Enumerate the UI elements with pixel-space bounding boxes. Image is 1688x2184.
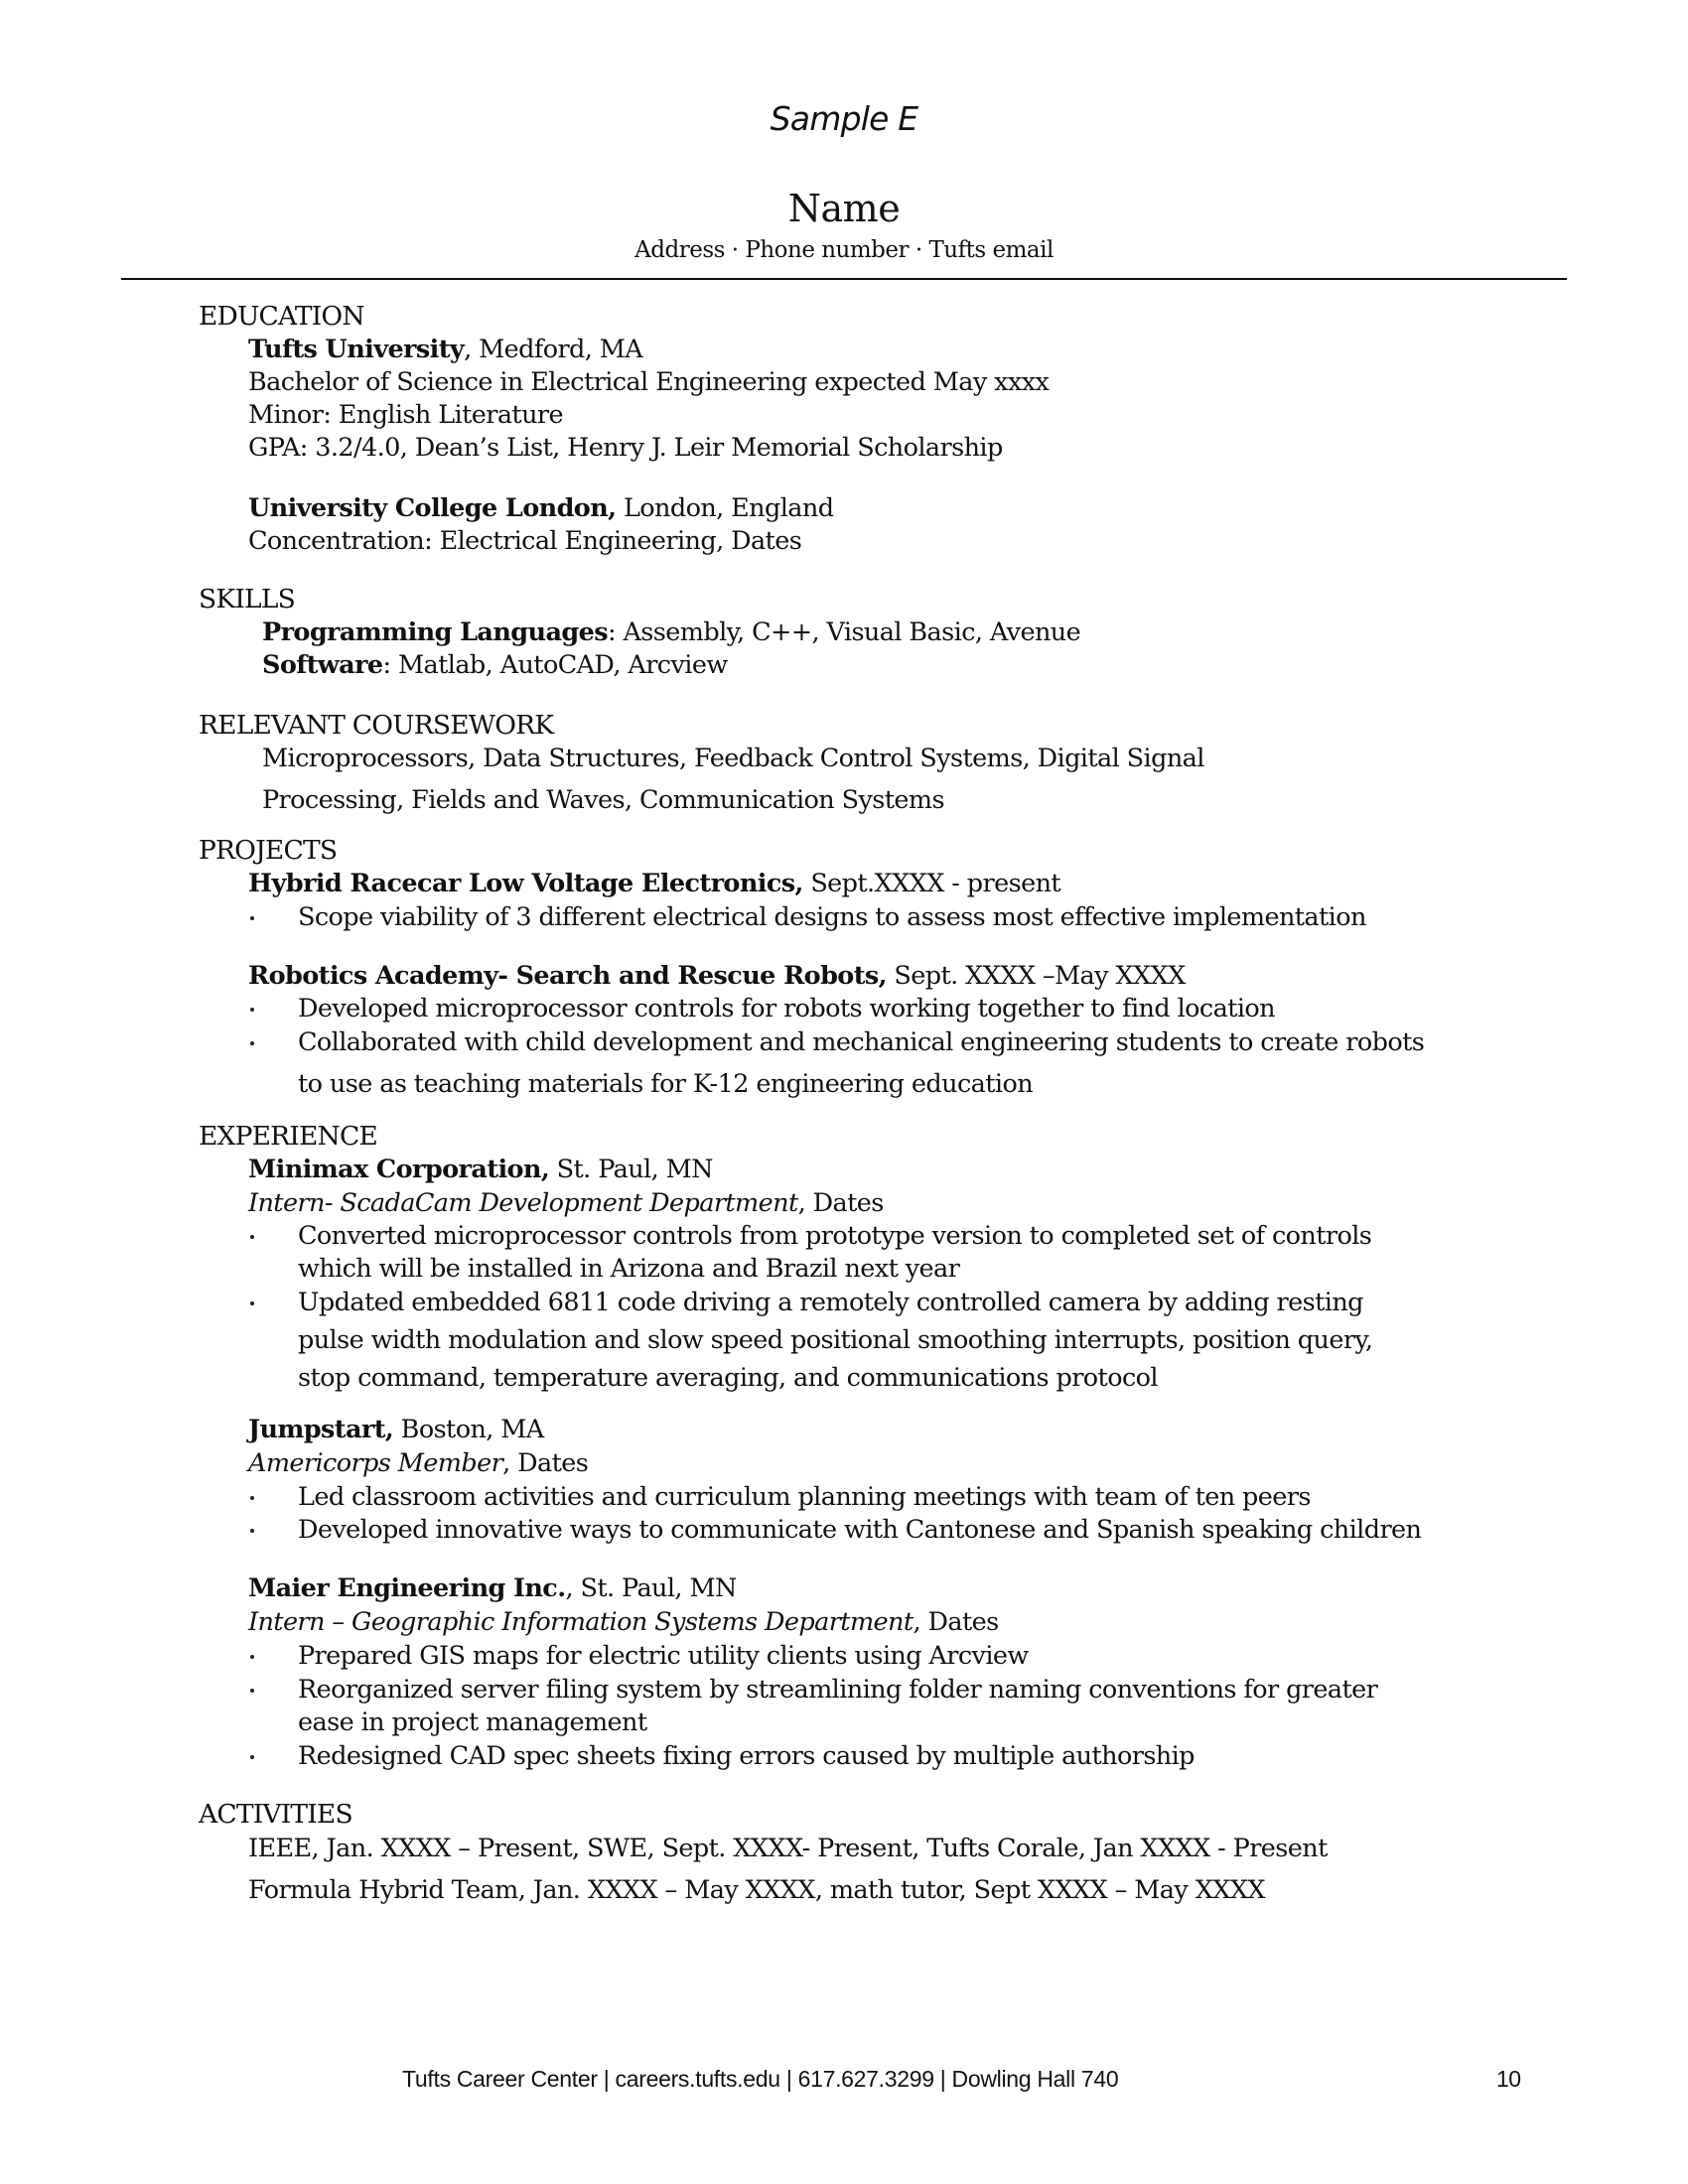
- project-entry-robotics-academy: [248, 960, 1186, 992]
- section-heading-education: EDUCATION: [199, 301, 364, 332]
- bullet-text-continued: pulse width modulation and slow speed positional smoothing interrupts, position query,: [298, 1325, 1373, 1355]
- bullet-text: Reorganized server filing system by streamlining folder naming conventions for greater: [298, 1675, 1378, 1705]
- bullet-text: Developed innovative ways to communicate with Cantonese and Spanish speaking children: [298, 1515, 1422, 1545]
- header-divider: [121, 278, 1567, 280]
- project-dates: Sept.XXXX - present: [802, 869, 1061, 898]
- org-name: Minimax Corporation,: [248, 1155, 550, 1184]
- activities-line: Formula Hybrid Team, Jan. XXXX – May XXXX, math tutor, Sept XXXX – May XXXX: [248, 1875, 1265, 1905]
- coursework-line: Microprocessors, Data Structures, Feedback Control Systems, Digital Signal: [262, 744, 1204, 773]
- education-entry-ucl: [248, 492, 833, 524]
- institution-location: London, England: [616, 493, 834, 523]
- experience-role: [248, 1606, 999, 1638]
- org-location: Boston, MA: [393, 1415, 544, 1444]
- project-dates: Sept. XXXX –May XXXX: [886, 961, 1186, 991]
- section-heading-activities: ACTIVITIES: [199, 1799, 352, 1830]
- experience-role: [248, 1447, 588, 1479]
- bullet-icon: [250, 1041, 254, 1045]
- bullet-icon: [250, 1301, 254, 1305]
- coursework-line: Processing, Fields and Waves, Communication Systems: [262, 785, 944, 815]
- sample-label: Sample E: [770, 99, 918, 138]
- skill-software: [262, 649, 728, 681]
- role-dates: , Dates: [502, 1448, 589, 1478]
- education-detail: Minor: English Literature: [248, 400, 563, 430]
- bullet-text: Converted microprocessor controls from prototype version to completed set of controls: [298, 1221, 1372, 1251]
- experience-entry-minimax: [248, 1154, 713, 1185]
- bullet-icon: [250, 1689, 254, 1693]
- resume-name: Name: [787, 187, 901, 230]
- bullet-text-continued: stop command, temperature averaging, and communications protocol: [298, 1363, 1158, 1393]
- skill-label: Software: [262, 650, 383, 680]
- institution-name: Tufts University: [248, 335, 465, 364]
- institution-name: University College London,: [248, 493, 617, 523]
- bullet-icon: [250, 916, 254, 920]
- org-name: Jumpstart,: [248, 1415, 394, 1444]
- role-title: Intern- ScadaCam Development Department: [248, 1188, 798, 1218]
- bullet-icon: [250, 1235, 254, 1239]
- experience-entry-jumpstart: [248, 1414, 544, 1445]
- bullet-text-continued: to use as teaching materials for K-12 engineering education: [298, 1069, 1034, 1099]
- skill-value: : Matlab, AutoCAD, Arcview: [382, 650, 728, 680]
- bullet-text-continued: ease in project management: [298, 1707, 647, 1737]
- skill-label: Programming Languages: [262, 617, 608, 647]
- education-detail: Concentration: Electrical Engineering, Dates: [248, 526, 802, 556]
- project-name: Hybrid Racecar Low Voltage Electronics,: [248, 869, 803, 898]
- bullet-text: Scope viability of 3 different electrical designs to assess most effective implementation: [298, 902, 1366, 932]
- page-number: 10: [1496, 2066, 1521, 2092]
- bullet-text: Collaborated with child development and mechanical engineering students to create robots: [298, 1027, 1425, 1057]
- role-dates: , Dates: [797, 1188, 884, 1218]
- bullet-icon: [250, 1496, 254, 1500]
- bullet-text-continued: which will be installed in Arizona and Brazil next year: [298, 1254, 960, 1284]
- experience-entry-maier: [248, 1572, 737, 1604]
- project-name: Robotics Academy- Search and Rescue Robots,: [248, 961, 887, 991]
- skill-programming-languages: [262, 616, 1080, 648]
- section-heading-projects: PROJECTS: [199, 835, 338, 866]
- bullet-icon: [250, 1755, 254, 1759]
- org-location: , St. Paul, MN: [565, 1573, 737, 1603]
- education-detail: Bachelor of Science in Electrical Engineering expected May xxxx: [248, 367, 1050, 397]
- footer-text: Tufts Career Center | careers.tufts.edu | 617.627.3299 | Dowling Hall 740: [402, 2066, 1119, 2092]
- experience-role: [248, 1187, 884, 1219]
- role-title: Intern – Geographic Information Systems Department: [248, 1607, 914, 1637]
- bullet-icon: [250, 1655, 254, 1659]
- bullet-icon: [250, 1529, 254, 1533]
- bullet-text: Updated embedded 6811 code driving a remotely controlled camera by adding resting: [298, 1288, 1363, 1317]
- role-title: Americorps Member: [248, 1448, 503, 1478]
- section-heading-skills: SKILLS: [199, 584, 295, 614]
- project-entry-hybrid-racecar: [248, 868, 1060, 899]
- institution-location: , Medford, MA: [464, 335, 643, 364]
- skill-value: : Assembly, C++, Visual Basic, Avenue: [608, 617, 1081, 647]
- bullet-icon: [250, 1008, 254, 1012]
- contact-line: Address · Phone number · Tufts email: [634, 237, 1054, 263]
- org-name: Maier Engineering Inc.: [248, 1573, 566, 1603]
- bullet-text: Redesigned CAD spec sheets fixing errors caused by multiple authorship: [298, 1741, 1195, 1771]
- org-location: St. Paul, MN: [549, 1155, 713, 1184]
- bullet-text: Prepared GIS maps for electric utility clients using Arcview: [298, 1641, 1029, 1671]
- bullet-text: Developed microprocessor controls for robots working together to find location: [298, 994, 1275, 1024]
- education-entry-tufts: [248, 334, 642, 365]
- bullet-text: Led classroom activities and curriculum planning meetings with team of ten peers: [298, 1482, 1311, 1512]
- section-heading-coursework: RELEVANT COURSEWORK: [199, 710, 554, 741]
- role-dates: , Dates: [913, 1607, 999, 1637]
- activities-line: IEEE, Jan. XXXX – Present, SWE, Sept. XXXX- Present, Tufts Corale, Jan XXXX - Present: [248, 1834, 1328, 1863]
- education-detail: GPA: 3.2/4.0, Dean’s List, Henry J. Leir Memorial Scholarship: [248, 433, 1003, 463]
- section-heading-experience: EXPERIENCE: [199, 1121, 377, 1152]
